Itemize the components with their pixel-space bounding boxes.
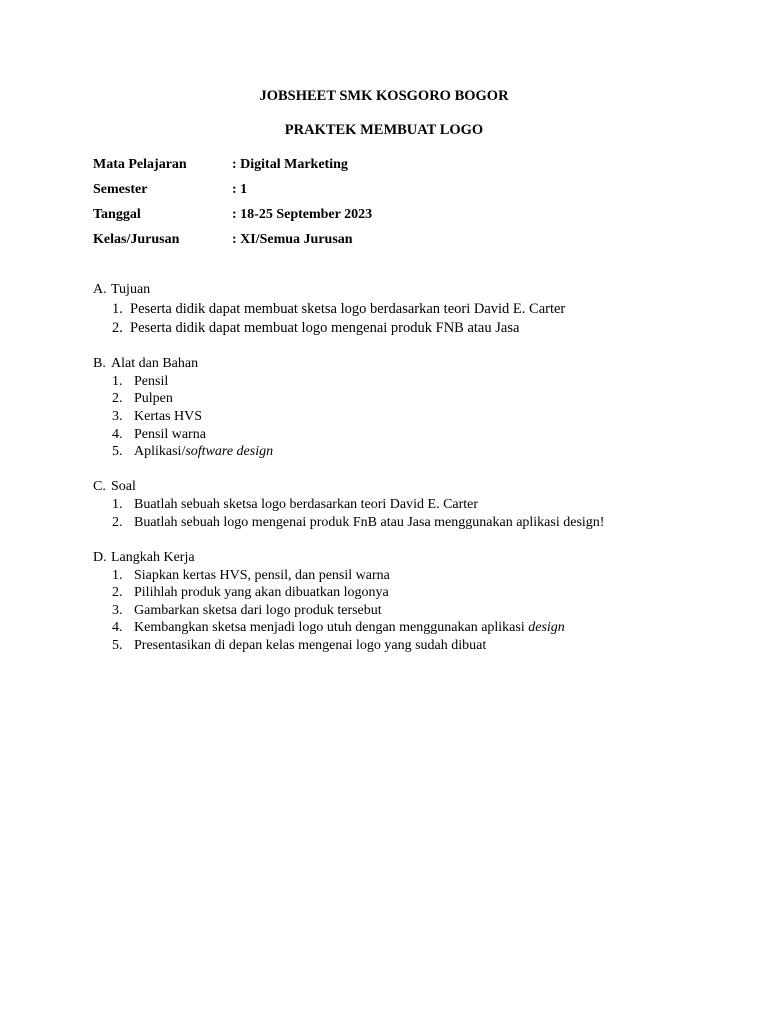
section-heading-tujuan (93, 282, 150, 298)
document-title: JOBSHEET SMK KOSGORO BOGOR (259, 88, 509, 104)
meta-row-semester (93, 182, 693, 202)
meta-row-subject (93, 157, 693, 177)
section-letter: A. (93, 282, 107, 297)
list-text-italic: software design (185, 444, 274, 459)
list-number: 3. (112, 409, 123, 424)
meta-row-class (93, 232, 693, 252)
list-text (134, 444, 273, 460)
list-number: 1. (112, 568, 123, 583)
list-number: 5. (112, 638, 123, 653)
meta-label: Semester (93, 182, 148, 197)
meta-label: Kelas/Jurusan (93, 232, 180, 247)
section-heading-soal (93, 479, 136, 495)
list-number: 1. (112, 374, 123, 389)
meta-value: : Digital Marketing (232, 157, 348, 172)
list-number: 1. (112, 301, 123, 317)
list-text: Buatlah sebuah sketsa logo berdasarkan teori David E. Carter (134, 497, 479, 512)
section-letter: B. (93, 356, 106, 371)
section-letter: C. (93, 479, 106, 494)
meta-label: Mata Pelajaran (93, 157, 187, 172)
list-number: 3. (112, 603, 123, 618)
list-text: Gambarkan sketsa dari logo produk tersebut (134, 603, 382, 618)
list-text (134, 620, 565, 636)
section-title: Tujuan (111, 282, 151, 297)
list-text-plain: Aplikasi/ (134, 444, 186, 459)
section-title: Soal (111, 479, 136, 494)
list-number: 2. (112, 391, 123, 406)
list-number: 5. (112, 444, 123, 459)
list-text: Kertas HVS (134, 409, 203, 424)
meta-row-date (93, 207, 693, 227)
section-heading-langkah-kerja (93, 550, 195, 566)
meta-value: : 1 (232, 182, 248, 197)
list-text: Peserta didik dapat membuat logo mengenai produk FNB atau Jasa (130, 320, 520, 336)
list-text-plain: Kembangkan sketsa menjadi logo utuh dengan menggunakan aplikasi (134, 620, 529, 635)
list-text: Presentasikan di depan kelas mengenai logo yang sudah dibuat (134, 638, 487, 653)
list-text: Peserta didik dapat membuat sketsa logo berdasarkan teori David E. Carter (130, 301, 566, 317)
meta-value: : XI/Semua Jurusan (232, 232, 353, 247)
list-text: Siapkan kertas HVS, pensil, dan pensil warna (134, 568, 390, 583)
document-subtitle: PRAKTEK MEMBUAT LOGO (284, 122, 484, 138)
meta-label: Tanggal (93, 207, 141, 222)
list-text: Pilihlah produk yang akan dibuatkan logonya (134, 585, 389, 600)
meta-value: : 18-25 September 2023 (232, 207, 373, 222)
list-number: 2. (112, 320, 123, 336)
section-title: Langkah Kerja (111, 550, 195, 565)
list-text: Pensil warna (134, 427, 206, 442)
list-text: Pensil (134, 374, 169, 389)
list-number: 4. (112, 620, 123, 635)
list-text: Pulpen (134, 391, 173, 406)
section-title: Alat dan Bahan (111, 356, 199, 371)
list-text-italic: design (528, 620, 565, 635)
list-number: 1. (112, 497, 123, 512)
section-heading-alat-bahan (93, 356, 198, 372)
list-number: 2. (112, 515, 123, 530)
list-text: Buatlah sebuah logo mengenai produk FnB atau Jasa menggunakan aplikasi design! (134, 515, 605, 530)
list-number: 4. (112, 427, 123, 442)
section-letter: D. (93, 550, 107, 565)
list-number: 2. (112, 585, 123, 600)
